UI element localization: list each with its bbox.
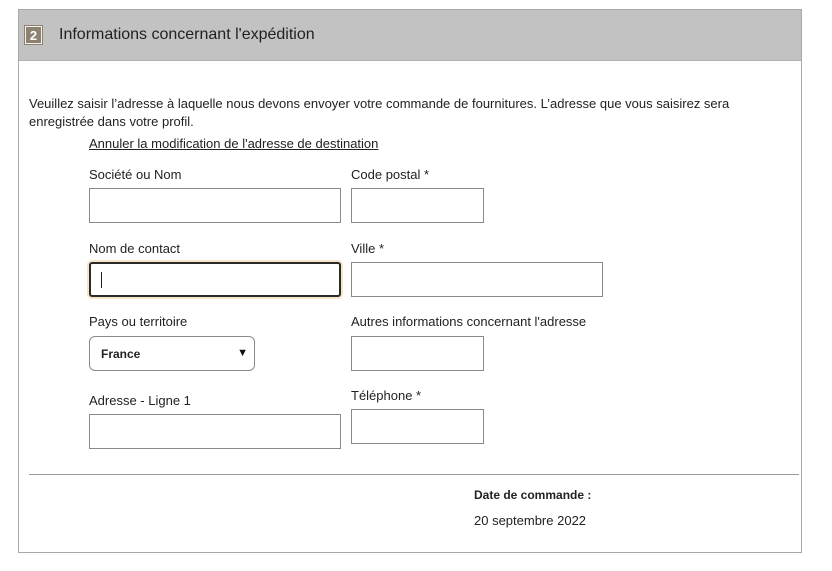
country-select[interactable]	[89, 336, 255, 371]
contact-name-label: Nom de contact	[89, 241, 181, 256]
shipping-info-panel	[18, 9, 802, 553]
order-date-label: Date de commande :	[474, 488, 592, 502]
step-number-badge: 2	[25, 26, 42, 44]
address-other-label: Autres informations concernant l'adresse	[351, 314, 587, 329]
contact-name-field[interactable]	[89, 262, 341, 297]
city-field[interactable]	[351, 262, 603, 297]
country-label: Pays ou territoire	[89, 314, 188, 329]
address-line1-label: Adresse - Ligne 1	[89, 393, 191, 408]
company-field[interactable]	[89, 188, 341, 223]
address-line1-field[interactable]	[89, 414, 341, 449]
dropdown-arrow-icon: ▼	[237, 347, 248, 359]
postal-code-field[interactable]	[351, 188, 484, 223]
postal-code-label: Code postal *	[351, 167, 430, 182]
city-label: Ville *	[351, 241, 385, 256]
section-title: Informations concernant l'expédition	[59, 26, 315, 43]
country-selected-value: France	[101, 346, 141, 361]
section-header	[19, 10, 801, 61]
cancel-address-change-link[interactable]: Annuler la modification de l'adresse de destination	[89, 136, 379, 151]
phone-field[interactable]	[351, 409, 484, 444]
phone-label: Téléphone *	[351, 388, 422, 403]
section-divider	[29, 474, 799, 475]
company-label: Société ou Nom	[89, 167, 182, 182]
address-other-field[interactable]	[351, 336, 484, 371]
intro-text: Veuillez saisir l’adresse à laquelle nous devons envoyer votre commande de fournitures. L’adresse que vous saisirez sera enregistrée dans votre profil.	[29, 96, 730, 129]
order-date-value: 20 septembre 2022	[474, 513, 587, 528]
text-caret	[101, 272, 102, 288]
